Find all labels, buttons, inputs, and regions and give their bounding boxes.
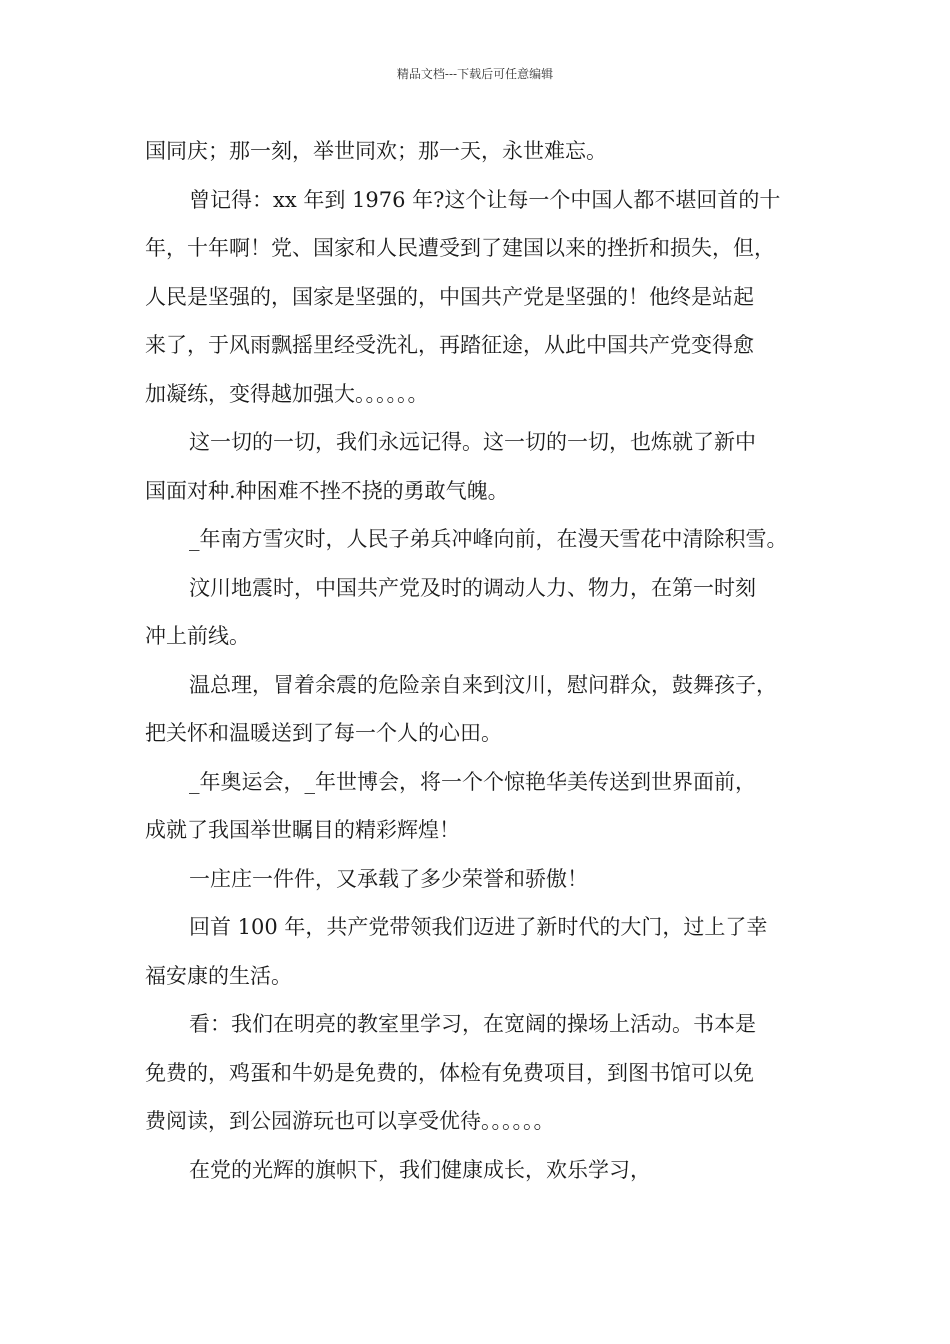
- text-line: 汶川地震时，中国共产党及时的调动人力、物力，在第一时刻: [189, 575, 756, 600]
- paragraph: [145, 418, 835, 515]
- document-body: [145, 127, 835, 1194]
- text-line: 在党的光辉的旗帜下，我们健康成长，欢乐学习，: [189, 1157, 651, 1182]
- paragraph: [145, 127, 835, 176]
- text-line: 免费的，鸡蛋和牛奶是免费的，体检有免费项目，到图书馆可以免: [145, 1060, 754, 1085]
- paragraph: [145, 758, 835, 855]
- paragraph: [145, 903, 835, 1000]
- text-line: _年奥运会，_年世博会，将一个个惊艳华美传送到世界面前，: [189, 769, 756, 794]
- text-line: 冲上前线。: [145, 624, 250, 648]
- text-line: 国面对种.种困难不挫不挠的勇敢气魄。: [145, 478, 509, 503]
- paragraph: [145, 515, 835, 564]
- text-line: 回首 100 年，共产党带领我们迈进了新时代的大门，过上了幸: [189, 915, 768, 939]
- text-line: 成就了我国举世瞩目的精彩辉煌！: [145, 818, 460, 842]
- text-line: 福安康的生活。: [145, 963, 292, 988]
- paragraph: [145, 176, 835, 419]
- text-line: 看：我们在明亮的教室里学习，在宽阔的操场上活动。书本是: [189, 1012, 756, 1036]
- paragraph: [145, 1000, 835, 1146]
- text-line: 加凝练，变得越加强大。。。。。。: [145, 381, 429, 406]
- text-line: 国同庆；那一刻，举世同欢；那一天，永世难忘。: [145, 139, 607, 163]
- text-line: _年南方雪灾时，人民子弟兵冲峰向前，在漫天雪花中清除积雪。: [189, 527, 788, 551]
- page-header: 精品文档---下载后可任意编辑: [396, 67, 554, 81]
- text-line: 费阅读，到公园游玩也可以享受优待。。。。。。: [145, 1109, 555, 1133]
- text-line: 年，十年啊！党、国家和人民遭受到了建国以来的挫折和损失，但，: [145, 236, 775, 260]
- text-line: 把关怀和温暖送到了每一个人的心田。: [145, 721, 502, 745]
- text-line: 温总理，冒着余震的危险亲自来到汶川，慰问群众，鼓舞孩子，: [189, 672, 777, 697]
- text-line: 曾记得：xx 年到 1976 年?这个让每一个中国人都不堪回首的十: [189, 187, 781, 212]
- paragraph: [145, 855, 835, 904]
- paragraph: [145, 661, 835, 758]
- paragraph: [145, 1146, 835, 1195]
- text-line: 一庄庄一件件，又承载了多少荣誉和骄傲！: [189, 866, 588, 891]
- paragraph: [145, 564, 835, 661]
- text-line: 来了，于风雨飘摇里经受洗礼，再踏征途，从此中国共产党变得愈: [145, 333, 754, 357]
- text-line: 这一切的一切，我们永远记得。这一切的一切，也炼就了新中: [189, 430, 756, 454]
- text-line: 人民是坚强的，国家是坚强的，中国共产党是坚强的！他终是站起: [145, 284, 754, 309]
